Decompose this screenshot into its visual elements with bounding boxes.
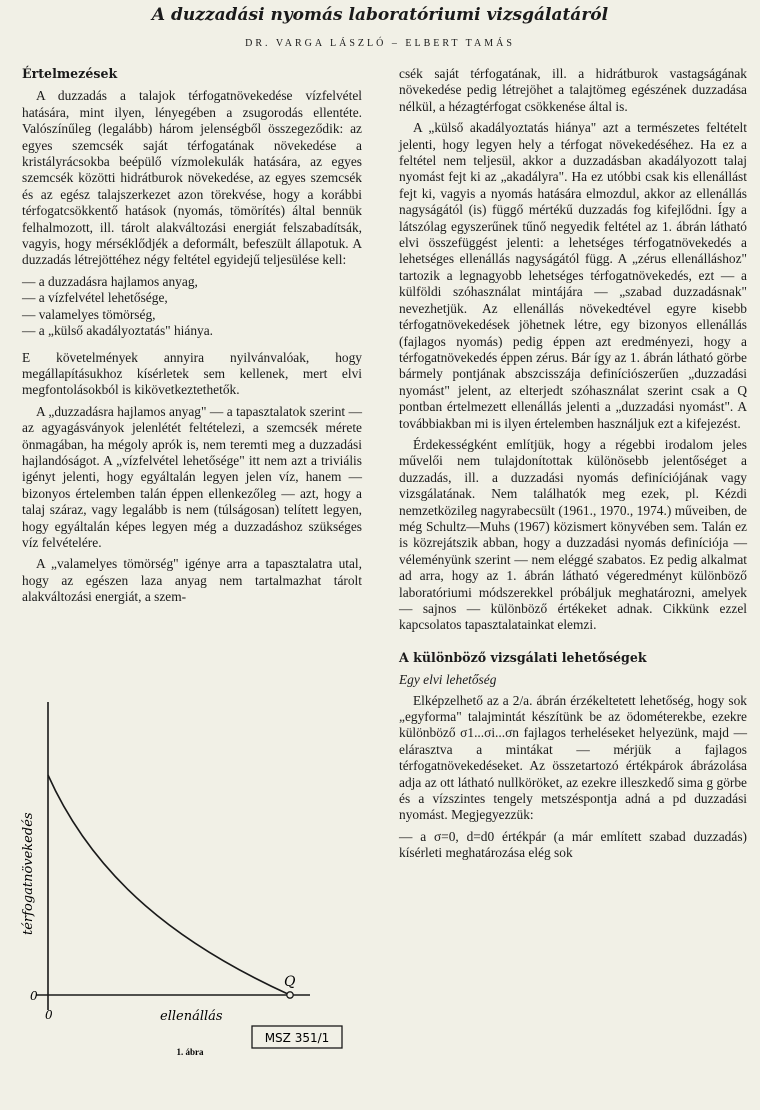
figure-1 xyxy=(0,690,380,1110)
paragraph: A „külső akadályoztatás hiánya" azt a természetes feltételt jelenti, hogy legyen hely a térfogat növekedéséhez. Ha ez a feltétel nem teljesül, akkor a duzzadásban akadályozott talaj nyomást fejt ki az „akadályra". Ha ez utóbbi csak kis ellenállást fejt ki, vagyis a nyomás hatására elmozdul, akkor az ellenállás nagyságától (is) függő mértékű duzzadás fog kifejlődni. Így a látszólag egyszerűnek tűnő negyedik feltétel az 1. ábrán látható elvi összefüggést jelenti: a lehetséges térfogatnövekedés a lehetséges ellenállás nagyságától függ. A „zérus ellenálláshoz" tartozik a legnagyobb lehetséges térfogatnövekedés, ezt — a külföldi szóhasználat mintájára — „szabad duzzadásnak" nevezhetjük. Az ellenállás növekedtével egyre kisebb térfogatnövekedések jöhetnek létre, egy bizonyos ellenállás (fajlagos nyomás) pedig éppen azt eredményezi, hogy a térfogatnövekedés éppen zérus. Bár így az 1. ábrán látható görbe bármely pontjának abszcisszája definíciószerűen „duzzadási nyomást" jelent, az elterjedt szóhasználat szerint csak a Q pontban értelmezett ellenállás jelenti a „duzzadási nyomást". A továbbiakban mi is ilyen értelemben használjuk ezt a kifejezést. xyxy=(399,120,747,431)
conditions-list xyxy=(22,274,362,340)
y-origin-label: 0 xyxy=(30,989,38,1003)
list-item: — a „külső akadályoztatás" hiánya. xyxy=(22,323,214,339)
y-axis-label: térfogatnövekedés xyxy=(21,812,36,935)
list-item: — a duzzadásra hajlamos anyag, xyxy=(22,273,198,289)
list-item: — a vízfelvétel lehetősége, xyxy=(22,290,168,306)
paragraph: E követelmények annyira nyilvánvalóak, hogy megállapításukhoz kísérletek sem kellenek, mert elvi megfontolásokból is kikövetkeztethetők. xyxy=(22,349,362,398)
article-authors: DR. VARGA LÁSZLÓ – ELBERT TAMÁS xyxy=(245,38,515,49)
left-column xyxy=(22,66,362,611)
paragraph: A „duzzadásra hajlamos anyag" — a tapasztalatok szerint — az agyagásványok jelenlétét feltételezi, a szemcsék mérete önmagában, ha mégoly aprók is, nem teremti meg a duzzadási hajlandóságot. A „vízfelvétel lehetősége" itt nem azt a triviális igényt jelenti, hogy egyáltalán legyen jelen víz, hanem — bizonyos értelemben talán éppen ellenkezőleg — azt, hogy a talaj száraz, vagy legalább is nem (túlságosan) telített legyen, hogy egyáltalán képes legyen még a duzzadáshoz szükséges víz felvételére. xyxy=(22,403,362,550)
point-q-label: Q xyxy=(284,974,296,990)
section-heading-methods: A különböző vizsgálati lehetőségek xyxy=(399,649,647,665)
point-q-marker xyxy=(287,992,293,998)
paragraph: Elképzelhető az a 2/a. ábrán érzékeltetett lehetőség, hogy sok „egyforma" talajmintát készítünk be az ödométerekbe, ezekre különböző σ1...σi...σn fajlagos terheléseket helyezünk, majd — elárasztva a mintákat — mérjük a fajlagos térfogatnövekedéseket. Az összetartozó értékpárok ábrázolása adja az ott látható nullköröket, az ezekre illeszkedő sima g görbe és a vízszintes tengely metszéspontja adná a pd duzzadási nyomást. Megjegyezzük: xyxy=(399,692,747,823)
paragraph: csék saját térfogatának, ill. a hidrátburok vastagságának növekedése pedig létrejöhet a talajtömeg egészének duzzadása nélkül, a hézagtérfogat csökkenése által is. xyxy=(399,66,747,114)
figure-caption: 1. ábra xyxy=(176,1047,204,1057)
x-axis-label: ellenállás xyxy=(160,1009,223,1024)
standard-stamp: MSZ 351/1 xyxy=(264,1031,330,1045)
paragraph: A duzzadás a talajok térfogatnövekedése vízfelvétel hatására, mint ilyen, lényegében a zsugorodás ellentéte. Valószínűleg (legalább) három jelenségből összegeződik: az egyes szemcsék saját térfogatának növekedése a kristályrácsokba beépülő vízmolekulák hatására, az egyes szemcsék közötti hidrátburok növekedése, az egyes szemcsék és az egész talajszerkezet azon törekvése, hogy a korábbi térfogatcsökkentő hatások (nyomás, tömörítés) által bennük felhalmozott, ill. tárolt alakváltozási energiát felszabadítsák, vagyis, hogy mérséklődjék a deformált, befeszült állapotuk. A duzzadás létrejöttéhez négy feltétel egyidejű teljesülése kell: xyxy=(22,88,362,268)
section-heading-definitions: Értelmezések xyxy=(22,66,118,81)
list-item: — valamelyes tömörség, xyxy=(22,306,156,322)
paragraph: — a σ=0, d=d0 értékpár (a már említett szabad duzzadás) kísérleti meghatározása elég sok xyxy=(399,828,747,861)
paragraph: Érdekességként említjük, hogy a régebbi irodalom jeles művelői nem tulajdonítottak különösebb jelentőséget a duzzadás, ill. a duzzadási nyomás definíciójának vagy vizsgálatának. Nem találhatók meg ezek, pl. Kézdi nemzetközileg nagyrabecsült (1961., 1970., 1974.) műveiben, de még Schultz—Muhs (1967) közismert könyvében sem. Talán ez is közrejátszik abban, hogy a duzzadási nyomás definíciója — véleményünk szerint — nem eléggé szabatos. Ez pedig alkalmat ad arra, hogy az 1. ábrán látható végeredményt különböző laboratóriumi módszerekkel próbáljuk meghatározni, amelyek — sajnos — különböző értékeket adnak. Cikkünk ezzel kapcsolatos tapasztalatainkat elemzi. xyxy=(399,436,747,633)
right-column xyxy=(399,66,747,867)
swelling-curve xyxy=(48,775,290,995)
article-title: A duzzadási nyomás laboratóriumi vizsgálatáról xyxy=(151,5,609,25)
subsection-heading: Egy elvi lehetőség xyxy=(399,672,497,688)
x-origin-label: 0 xyxy=(45,1008,53,1022)
paragraph: A „valamelyes tömörség" igénye arra a tapasztalatra utal, hogy az egészen laza anyag nem tartalmazhat tárolt alakváltozási energiát, a szem- xyxy=(22,556,362,605)
